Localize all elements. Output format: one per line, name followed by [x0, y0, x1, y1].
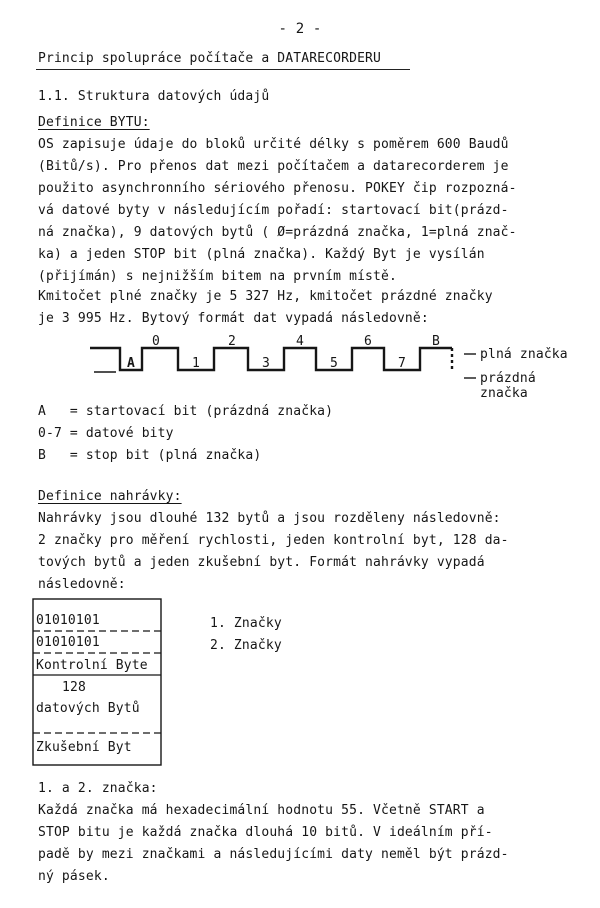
znacky-title: 1. a 2. značka:	[38, 781, 158, 796]
bytu-line: je 3 995 Hz. Bytový formát dat vypadá následovně:	[38, 311, 429, 326]
bytu-line: ka) a jeden STOP bit (plná značka). Každý Byt je vysílán	[38, 247, 485, 262]
bytu-line: Kmitočet plné značky je 5 327 Hz, kmitočet prázdné značky	[38, 289, 493, 304]
bit-label-bottom: 5	[330, 356, 338, 371]
definice-nahravky-title: Definice nahrávky:	[38, 489, 182, 504]
legend-full: plná značka	[480, 347, 568, 362]
bit-label-bottom: 1	[192, 356, 200, 371]
legend-empty: značka	[480, 386, 528, 401]
znacky-line: Každá značka má hexadecimální hodnotu 55. Včetně START a	[38, 803, 485, 818]
bytu-line: ná značka), 9 datových bytů ( Ø=prázdná značka, 1=plná znač-	[38, 225, 517, 240]
record-row-marker-1: 01010101	[36, 613, 100, 628]
nahravky-line: 2 značky pro měření rychlosti, jeden kontrolní byt, 128 da-	[38, 533, 509, 548]
nahravky-line: tových bytů a jeden zkušební byt. Formát nahrávky vypadá	[38, 555, 485, 570]
bit-label-top: B	[432, 334, 440, 349]
document-heading: Princip spolupráce počítače a DATARECORDERU	[38, 51, 381, 66]
record-row-control-byte: Kontrolní Byte	[36, 658, 148, 673]
bit-label-top: 4	[296, 334, 304, 349]
definice-bytu-title: Definice BYTU:	[38, 115, 150, 130]
bytu-line: použito asynchronního sériového přenosu. POKEY čip rozpozná-	[38, 181, 517, 196]
page-number: - 2 -	[278, 21, 322, 37]
znacky-line: padě by mezi značkami a následujícími daty neměl být prázd-	[38, 847, 509, 862]
bit-label-top: 6	[364, 334, 372, 349]
nahravky-line: následovně:	[38, 577, 126, 592]
box-note: 2. Značky	[210, 638, 282, 653]
legend-line: B = stop bit (plná značka)	[38, 448, 262, 463]
section-title: 1.1. Struktura datových údajů	[38, 89, 270, 104]
bytu-line: vá datové byty v následujícím pořadí: startovací bit(prázd-	[38, 203, 509, 218]
bytu-line: (přijímán) s nejnižším bitem na prvním místě.	[38, 269, 397, 284]
bytu-line: (Bitů/s). Pro přenos dat mezi počítačem a datarecorderem je	[38, 159, 509, 174]
znacky-line: ný pásek.	[38, 869, 110, 884]
bit-timing-diagram	[90, 334, 580, 402]
bit-label-top: 2	[228, 334, 236, 349]
bit-label-bottom: A	[127, 356, 135, 371]
heading-underline	[36, 69, 410, 70]
legend-empty: prázdná	[480, 371, 536, 386]
bit-label-top: 0	[152, 334, 160, 349]
record-row-marker-2: 01010101	[36, 635, 100, 650]
legend-line: A = startovací bit (prázdná značka)	[38, 404, 334, 419]
record-row-data-count: 128	[62, 680, 86, 695]
box-note: 1. Značky	[210, 616, 282, 631]
nahravky-line: Nahrávky jsou dlouhé 132 bytů a jsou rozděleny následovně:	[38, 511, 501, 526]
bytu-line: OS zapisuje údaje do bloků určité délky s poměrem 600 Baudů	[38, 137, 509, 152]
bit-label-bottom: 7	[398, 356, 406, 371]
legend-line: 0-7 = datové bity	[38, 426, 174, 441]
bit-label-bottom: 3	[262, 356, 270, 371]
record-format-box	[32, 598, 166, 768]
znacky-line: STOP bitu je každá značka dlouhá 10 bitů. V ideálním pří-	[38, 825, 493, 840]
record-row-data-bytes: datových Bytů	[36, 701, 140, 716]
record-row-check-byte: Zkušební Byt	[36, 740, 132, 755]
